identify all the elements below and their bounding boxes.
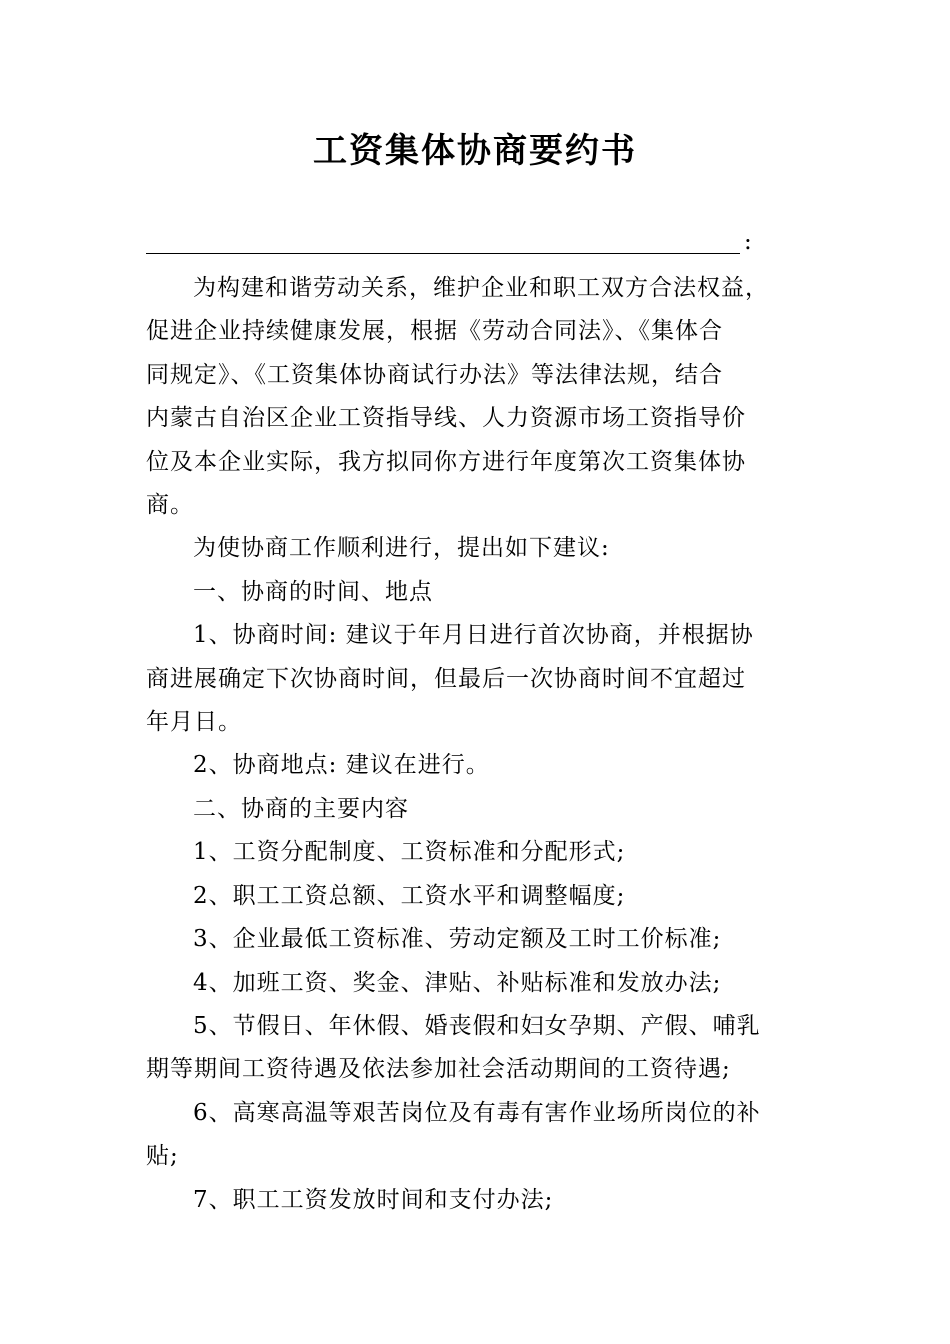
paragraph-line: 为构建和谐劳动关系，维护企业和职工双方合法权益， (193, 275, 769, 301)
list-item-line: 2、职工工资总额、工资水平和调整幅度; (193, 882, 626, 909)
section-heading: 二、协商的主要内容 (193, 795, 409, 822)
paragraph-line: 同规定》、《工资集体协商试行办法》等法律法规，结合 (146, 361, 723, 388)
list-item-line: 6、高寒高温等艰苦岗位及有毒有害作业场所岗位的补 (193, 1099, 761, 1126)
section-heading: 一、协商的时间、地点 (193, 578, 433, 605)
list-item-line: 1、协商时间: 建议于年月日进行首次协商，并根据协 (193, 622, 754, 649)
document-title: 工资集体协商要约书 (313, 131, 637, 171)
list-item-line: 期等期间工资待遇及依法参加社会活动期间的工资待遇; (146, 1056, 731, 1083)
list-item-line: 3、企业最低工资标准、劳动定额及工时工价标准; (193, 926, 722, 953)
paragraph-line: 内蒙古自治区企业工资指导线、人力资源市场工资指导价 (146, 405, 746, 432)
list-item-line: 7、职工工资发放时间和支付办法; (193, 1186, 554, 1213)
paragraph-line: 商。 (146, 492, 194, 519)
list-item-line: 5、节假日、年休假、婚丧假和妇女孕期、产假、哺乳 (193, 1012, 761, 1039)
paragraph-line: 促进企业持续健康发展，根据《劳动合同法》、《集体合 (146, 318, 723, 345)
addressee-blank (146, 226, 766, 258)
list-item-line: 4、加班工资、奖金、津贴、补贴标准和发放办法; (193, 969, 722, 996)
addressee-underline (146, 253, 740, 254)
list-item-line: 贴; (146, 1143, 179, 1170)
paragraph-line: 位及本企业实际，我方拟同你方进行年度第次工资集体协 (146, 448, 746, 475)
list-item-line: 年月日。 (146, 709, 242, 736)
list-item-line: 2、协商地点: 建议在进行。 (193, 752, 490, 779)
list-item-line: 商进展确定下次协商时间，但最后一次协商时间不宜超过 (146, 665, 746, 692)
addressee-colon: : (744, 229, 752, 255)
list-item-line: 1、工资分配制度、工资标准和分配形式; (193, 839, 626, 866)
paragraph-line: 为使协商工作顺利进行，提出如下建议: (193, 535, 610, 562)
document-body (146, 267, 806, 1222)
